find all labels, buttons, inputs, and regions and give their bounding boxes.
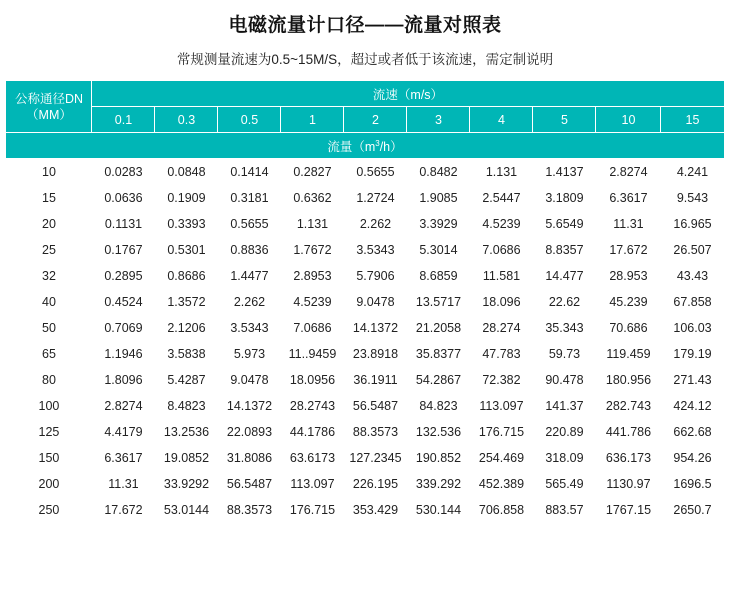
cell-flow: 176.715: [281, 497, 344, 523]
cell-flow: 33.9292: [155, 471, 218, 497]
cell-flow: 6.3617: [596, 185, 661, 211]
cell-flow: 54.2867: [407, 367, 470, 393]
cell-flow: 0.1909: [155, 185, 218, 211]
cell-flow: 3.5343: [218, 315, 281, 341]
cell-flow: 1.8096: [92, 367, 155, 393]
cell-flow: 26.507: [661, 237, 724, 263]
cell-flow: 4.5239: [470, 211, 533, 237]
cell-dn: 200: [6, 471, 92, 497]
cell-flow: 883.57: [533, 497, 596, 523]
cell-flow: 565.49: [533, 471, 596, 497]
cell-flow: 0.5655: [344, 159, 407, 185]
cell-flow: 2.8274: [596, 159, 661, 185]
table-row: [6, 289, 724, 315]
cell-flow: 271.43: [661, 367, 724, 393]
cell-flow: 254.469: [470, 445, 533, 471]
cell-flow: 662.68: [661, 419, 724, 445]
cell-flow: 59.73: [533, 341, 596, 367]
header-speed-8: 10: [596, 107, 661, 133]
cell-flow: 9.0478: [218, 367, 281, 393]
cell-flow: 9.543: [661, 185, 724, 211]
cell-flow: 113.097: [470, 393, 533, 419]
cell-flow: 18.0956: [281, 367, 344, 393]
cell-flow: 0.2827: [281, 159, 344, 185]
cell-dn: 10: [6, 159, 92, 185]
cell-dn: 32: [6, 263, 92, 289]
cell-flow: 2.1206: [155, 315, 218, 341]
table-row: [6, 497, 724, 523]
cell-flow: 0.6362: [281, 185, 344, 211]
cell-flow: 63.6173: [281, 445, 344, 471]
table-header: [6, 81, 724, 159]
cell-flow: 141.37: [533, 393, 596, 419]
cell-flow: 452.389: [470, 471, 533, 497]
cell-dn: 125: [6, 419, 92, 445]
header-speed-4: 2: [344, 107, 407, 133]
cell-flow: 13.2536: [155, 419, 218, 445]
cell-flow: 1.7672: [281, 237, 344, 263]
cell-flow: 4.241: [661, 159, 724, 185]
header-cell-speed-title: 流速（m/s）: [92, 81, 724, 107]
flow-comparison-table: [5, 80, 724, 523]
cell-flow: 318.09: [533, 445, 596, 471]
cell-flow: 43.43: [661, 263, 724, 289]
header-speed-1: 0.3: [155, 107, 218, 133]
cell-flow: 0.1767: [92, 237, 155, 263]
cell-flow: 90.478: [533, 367, 596, 393]
cell-flow: 113.097: [281, 471, 344, 497]
cell-flow: 106.03: [661, 315, 724, 341]
cell-flow: 0.7069: [92, 315, 155, 341]
header-speed-2: 0.5: [218, 107, 281, 133]
cell-flow: 22.62: [533, 289, 596, 315]
cell-flow: 72.382: [470, 367, 533, 393]
cell-flow: 0.8836: [218, 237, 281, 263]
table-row: [6, 419, 724, 445]
cell-flow: 226.195: [344, 471, 407, 497]
header-cell-dn: [6, 81, 92, 133]
cell-flow: 3.1809: [533, 185, 596, 211]
cell-dn: 20: [6, 211, 92, 237]
cell-flow: 18.096: [470, 289, 533, 315]
cell-flow: 180.956: [596, 367, 661, 393]
cell-flow: 19.0852: [155, 445, 218, 471]
flow-reference-page: [0, 10, 730, 523]
cell-flow: 0.0283: [92, 159, 155, 185]
cell-flow: 11.31: [596, 211, 661, 237]
table-row: [6, 315, 724, 341]
cell-flow: 190.852: [407, 445, 470, 471]
header-speed-9: 15: [661, 107, 724, 133]
cell-flow: 1.9085: [407, 185, 470, 211]
table-row: [6, 159, 724, 185]
cell-flow: 14.477: [533, 263, 596, 289]
header-dn-line2: （MM）: [26, 107, 72, 122]
header-dn-line1: 公称通径DN: [14, 91, 83, 106]
table-row: [6, 471, 724, 497]
cell-flow: 636.173: [596, 445, 661, 471]
cell-flow: 2.5447: [470, 185, 533, 211]
cell-flow: 56.5487: [218, 471, 281, 497]
cell-dn: 250: [6, 497, 92, 523]
flow-title-prefix: 流量（m: [327, 139, 376, 154]
table-row: [6, 341, 724, 367]
cell-flow: 4.5239: [281, 289, 344, 315]
cell-dn: 50: [6, 315, 92, 341]
cell-flow: 8.8357: [533, 237, 596, 263]
header-speed-6: 4: [470, 107, 533, 133]
cell-flow: 9.0478: [344, 289, 407, 315]
cell-dn: 40: [6, 289, 92, 315]
cell-flow: 1.4137: [533, 159, 596, 185]
cell-flow: 11.31: [92, 471, 155, 497]
cell-flow: 0.5655: [218, 211, 281, 237]
cell-flow: 3.5838: [155, 341, 218, 367]
header-speed-3: 1: [281, 107, 344, 133]
cell-flow: 1.3572: [155, 289, 218, 315]
cell-dn: 150: [6, 445, 92, 471]
table-header-row-2: [6, 107, 724, 133]
cell-flow: 22.0893: [218, 419, 281, 445]
cell-flow: 17.672: [596, 237, 661, 263]
cell-flow: 1.1946: [92, 341, 155, 367]
cell-flow: 8.6859: [407, 263, 470, 289]
cell-flow: 4.4179: [92, 419, 155, 445]
cell-flow: 53.0144: [155, 497, 218, 523]
table-row: [6, 211, 724, 237]
cell-flow: 45.239: [596, 289, 661, 315]
cell-flow: 0.0848: [155, 159, 218, 185]
cell-flow: 282.743: [596, 393, 661, 419]
cell-flow: 13.5717: [407, 289, 470, 315]
header-speed-5: 3: [407, 107, 470, 133]
table-header-row-3: [6, 133, 724, 159]
cell-flow: 17.672: [92, 497, 155, 523]
cell-flow: 339.292: [407, 471, 470, 497]
cell-flow: 35.8377: [407, 341, 470, 367]
cell-flow: 21.2058: [407, 315, 470, 341]
cell-flow: 0.1131: [92, 211, 155, 237]
cell-flow: 14.1372: [344, 315, 407, 341]
cell-flow: 88.3573: [344, 419, 407, 445]
table-row: [6, 185, 724, 211]
cell-flow: 0.2895: [92, 263, 155, 289]
header-speed-0: 0.1: [92, 107, 155, 133]
cell-flow: 176.715: [470, 419, 533, 445]
cell-flow: 119.459: [596, 341, 661, 367]
table-header-row-1: [6, 81, 724, 107]
cell-flow: 35.343: [533, 315, 596, 341]
cell-flow: 67.858: [661, 289, 724, 315]
cell-flow: 954.26: [661, 445, 724, 471]
cell-flow: 56.5487: [344, 393, 407, 419]
table-body: [6, 159, 724, 523]
cell-flow: 7.0686: [470, 237, 533, 263]
cell-flow: 28.2743: [281, 393, 344, 419]
page-title: 电磁流量计口径——流量对照表: [228, 15, 502, 36]
cell-flow: 0.8482: [407, 159, 470, 185]
cell-flow: 28.953: [596, 263, 661, 289]
cell-flow: 0.0636: [92, 185, 155, 211]
table-row: [6, 367, 724, 393]
cell-flow: 0.3393: [155, 211, 218, 237]
cell-flow: 0.5301: [155, 237, 218, 263]
cell-flow: 28.274: [470, 315, 533, 341]
cell-dn: 65: [6, 341, 92, 367]
cell-flow: 706.858: [470, 497, 533, 523]
cell-flow: 179.19: [661, 341, 724, 367]
flow-title-suffix: /h）: [379, 139, 403, 154]
cell-flow: 3.3929: [407, 211, 470, 237]
page-subtitle: 常规测量流速为0.5~15M/S，超过或者低于该流速，需定制说明: [176, 52, 554, 67]
cell-flow: 2650.7: [661, 497, 724, 523]
cell-flow: 8.4823: [155, 393, 218, 419]
cell-flow: 1767.15: [596, 497, 661, 523]
cell-dn: 25: [6, 237, 92, 263]
cell-flow: 424.12: [661, 393, 724, 419]
cell-flow: 1.131: [281, 211, 344, 237]
cell-flow: 132.536: [407, 419, 470, 445]
cell-dn: 15: [6, 185, 92, 211]
cell-dn: 80: [6, 367, 92, 393]
cell-flow: 1130.97: [596, 471, 661, 497]
cell-flow: 11.581: [470, 263, 533, 289]
cell-flow: 11..9459: [281, 341, 344, 367]
header-speed-7: 5: [533, 107, 596, 133]
cell-flow: 16.965: [661, 211, 724, 237]
cell-flow: 36.1911: [344, 367, 407, 393]
cell-flow: 2.262: [344, 211, 407, 237]
cell-flow: 88.3573: [218, 497, 281, 523]
table-row: [6, 393, 724, 419]
cell-flow: 1.4477: [218, 263, 281, 289]
cell-flow: 441.786: [596, 419, 661, 445]
cell-flow: 5.3014: [407, 237, 470, 263]
cell-flow: 5.4287: [155, 367, 218, 393]
cell-flow: 14.1372: [218, 393, 281, 419]
cell-flow: 127.2345: [344, 445, 407, 471]
cell-flow: 5.7906: [344, 263, 407, 289]
cell-flow: 47.783: [470, 341, 533, 367]
cell-flow: 7.0686: [281, 315, 344, 341]
cell-flow: 0.8686: [155, 263, 218, 289]
cell-flow: 530.144: [407, 497, 470, 523]
header-cell-flow-title: [6, 133, 724, 159]
cell-flow: 5.6549: [533, 211, 596, 237]
cell-flow: 220.89: [533, 419, 596, 445]
table-row: [6, 263, 724, 289]
cell-flow: 0.3181: [218, 185, 281, 211]
cell-dn: 100: [6, 393, 92, 419]
table-row: [6, 445, 724, 471]
cell-flow: 6.3617: [92, 445, 155, 471]
table-row: [6, 237, 724, 263]
cell-flow: 70.686: [596, 315, 661, 341]
cell-flow: 1.131: [470, 159, 533, 185]
cell-flow: 0.4524: [92, 289, 155, 315]
cell-flow: 3.5343: [344, 237, 407, 263]
cell-flow: 23.8918: [344, 341, 407, 367]
cell-flow: 2.262: [218, 289, 281, 315]
cell-flow: 1696.5: [661, 471, 724, 497]
cell-flow: 353.429: [344, 497, 407, 523]
cell-flow: 84.823: [407, 393, 470, 419]
cell-flow: 0.1414: [218, 159, 281, 185]
cell-flow: 1.2724: [344, 185, 407, 211]
cell-flow: 2.8274: [92, 393, 155, 419]
cell-flow: 2.8953: [281, 263, 344, 289]
flow-title-sup: 3: [375, 138, 380, 148]
cell-flow: 31.8086: [218, 445, 281, 471]
cell-flow: 44.1786: [281, 419, 344, 445]
cell-flow: 5.973: [218, 341, 281, 367]
